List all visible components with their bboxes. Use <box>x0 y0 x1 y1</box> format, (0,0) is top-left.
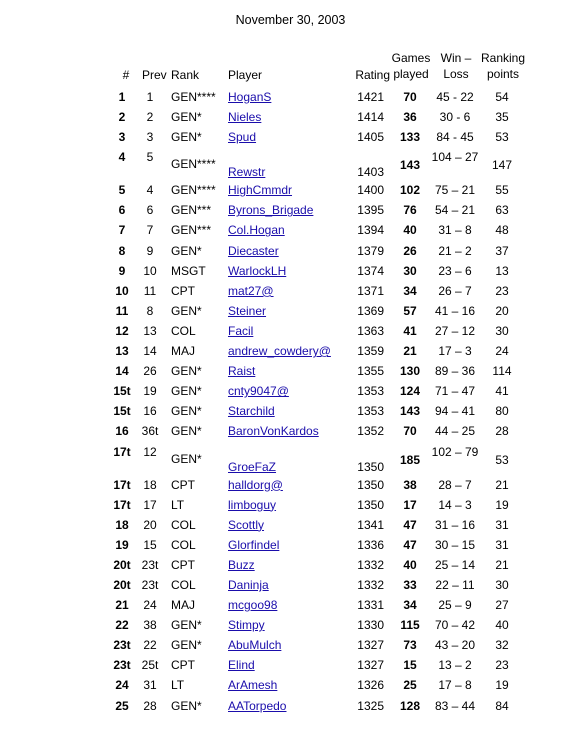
table-row <box>0 381 581 401</box>
games-played: 124 <box>399 384 421 399</box>
rating-value: 1350 <box>357 459 384 474</box>
games-played: 185 <box>399 452 421 467</box>
games-played: 102 <box>399 183 421 198</box>
military-rank: GEN* <box>171 638 202 653</box>
military-rank: GEN* <box>171 698 202 713</box>
previous-rank: 17 <box>143 497 157 512</box>
win-loss: 30 – 15 <box>434 537 476 552</box>
previous-rank: 20 <box>143 517 157 532</box>
player-link[interactable]: Rewstr <box>228 165 266 180</box>
table-row <box>0 535 581 555</box>
player-link[interactable]: Byrons_Brigade <box>228 203 314 218</box>
games-played: 47 <box>403 517 417 532</box>
previous-rank: 12 <box>143 444 157 459</box>
previous-rank: 24 <box>143 598 157 613</box>
rating-value: 1369 <box>357 303 384 318</box>
table-row <box>0 575 581 595</box>
rank-number: 25 <box>115 698 129 713</box>
rank-number: 6 <box>118 203 126 218</box>
table-row <box>0 341 581 361</box>
win-loss: 83 – 44 <box>434 698 476 713</box>
table-row <box>0 220 581 240</box>
win-loss: 31 – 16 <box>434 517 476 532</box>
ranking-points: 23 <box>495 283 509 298</box>
games-played: 73 <box>403 638 417 653</box>
games-played: 57 <box>403 303 417 318</box>
header-player: Player <box>228 68 263 82</box>
ranking-table <box>0 87 581 716</box>
rank-number: 11 <box>115 303 129 318</box>
ranking-points: 147 <box>491 158 513 173</box>
table-row <box>0 87 581 107</box>
games-played: 34 <box>403 598 417 613</box>
player-link[interactable]: andrew_cowdery@ <box>228 344 331 359</box>
table-row <box>0 475 581 495</box>
games-played: 34 <box>403 283 417 298</box>
previous-rank: 6 <box>146 203 154 218</box>
rating-value: 1421 <box>357 90 384 104</box>
military-rank: LT <box>171 497 185 512</box>
win-loss: 25 – 14 <box>434 557 476 572</box>
previous-rank: 31 <box>143 678 157 693</box>
ranking-points: 55 <box>495 183 509 198</box>
previous-rank: 1 <box>146 90 154 104</box>
rank-number: 19 <box>115 537 129 552</box>
player-link[interactable]: Spud <box>228 130 257 145</box>
previous-rank: 15 <box>143 537 157 552</box>
table-row <box>0 515 581 535</box>
player-link[interactable]: Steiner <box>228 303 267 318</box>
games-played: 33 <box>403 577 417 592</box>
military-rank: GEN* <box>171 110 202 125</box>
rank-number: 10 <box>115 283 129 298</box>
table-row <box>0 615 581 635</box>
table-row <box>0 401 581 421</box>
ranking-points: 114 <box>492 364 512 379</box>
games-played: 133 <box>399 130 421 145</box>
rank-number: 23t <box>113 658 131 673</box>
previous-rank: 11 <box>143 283 157 298</box>
previous-rank: 8 <box>146 303 154 318</box>
rank-number: 18 <box>115 517 129 532</box>
rank-number: 4 <box>118 150 126 165</box>
rank-number: 14 <box>115 364 129 379</box>
player-link[interactable]: HoganS <box>228 90 272 104</box>
player-link[interactable]: AbuMulch <box>228 638 282 653</box>
rank-number: 15t <box>113 404 131 419</box>
previous-rank: 10 <box>143 263 157 278</box>
player-link[interactable]: mat27@ <box>228 283 274 298</box>
ranking-points: 19 <box>495 497 509 512</box>
military-rank: GEN* <box>171 130 202 145</box>
games-played: 41 <box>403 323 417 338</box>
ranking-points: 32 <box>495 638 509 653</box>
rating-value: 1341 <box>357 517 384 532</box>
ranking-points: 21 <box>495 557 509 572</box>
rank-number: 7 <box>118 223 126 238</box>
win-loss: 45 - 22 <box>436 90 474 104</box>
header-num: # <box>122 68 130 82</box>
rank-number: 17t <box>113 497 131 512</box>
rank-number: 17t <box>113 477 131 492</box>
military-rank: GEN**** <box>171 183 216 198</box>
ranking-points: 19 <box>495 678 509 693</box>
player-link[interactable]: GroeFaZ <box>228 459 277 474</box>
player-link[interactable]: cnty9047@ <box>228 384 289 399</box>
rank-number: 22 <box>115 618 129 633</box>
player-link[interactable]: BaronVonKardos <box>228 424 319 439</box>
player-link[interactable]: mcgoo98 <box>228 598 278 613</box>
table-row <box>0 675 581 695</box>
rating-value: 1403 <box>357 165 384 180</box>
previous-rank: 36t <box>141 424 159 439</box>
rating-value: 1332 <box>357 557 384 572</box>
table-row <box>0 696 581 716</box>
previous-rank: 18 <box>143 477 157 492</box>
player-link[interactable]: Facil <box>228 323 254 338</box>
win-loss: 17 – 3 <box>438 344 472 359</box>
rating-value: 1395 <box>357 203 384 218</box>
rating-value: 1374 <box>357 263 384 278</box>
player-link[interactable]: Raist <box>228 364 256 379</box>
table-row <box>0 180 581 200</box>
table-row <box>0 241 581 261</box>
win-loss: 17 – 8 <box>438 678 472 693</box>
previous-rank: 38 <box>143 618 157 633</box>
games-played: 143 <box>399 158 421 173</box>
rank-number: 23t <box>113 638 131 653</box>
table-row <box>0 147 581 180</box>
rating-value: 1336 <box>357 537 384 552</box>
win-loss: 31 – 8 <box>438 223 472 238</box>
military-rank: CPT <box>171 477 195 492</box>
military-rank: CPT <box>171 658 195 673</box>
games-played: 40 <box>403 557 417 572</box>
ranking-points: 40 <box>495 618 509 633</box>
rating-value: 1325 <box>357 698 384 713</box>
player-link[interactable]: Diecaster <box>228 243 279 258</box>
header-win-loss: Win – Loss <box>440 51 472 81</box>
table-header <box>0 50 581 84</box>
rank-number: 8 <box>118 243 126 258</box>
military-rank: GEN* <box>171 303 202 318</box>
rank-number: 15t <box>113 384 131 399</box>
ranking-points: 23 <box>495 658 509 673</box>
player-link[interactable]: Scottly <box>228 517 265 532</box>
previous-rank: 9 <box>146 243 154 258</box>
rating-value: 1414 <box>357 110 384 125</box>
win-loss: 28 – 7 <box>438 477 472 492</box>
win-loss: 21 – 2 <box>438 243 472 258</box>
military-rank: GEN* <box>171 618 202 633</box>
ranking-points: 41 <box>495 384 509 399</box>
header-rating: Rating <box>355 68 390 82</box>
rating-value: 1330 <box>357 618 384 633</box>
rank-number: 21 <box>115 598 129 613</box>
table-row <box>0 421 581 441</box>
rating-value: 1350 <box>357 477 384 492</box>
military-rank: GEN**** <box>171 157 216 172</box>
table-row <box>0 127 581 147</box>
win-loss: 25 – 9 <box>438 598 472 613</box>
win-loss: 104 – 27 <box>431 150 479 165</box>
ranking-points: 27 <box>495 598 509 613</box>
rank-number: 9 <box>118 263 126 278</box>
table-row <box>0 321 581 341</box>
rank-number: 17t <box>113 444 131 459</box>
table-row <box>0 107 581 127</box>
military-rank: GEN* <box>171 451 202 466</box>
military-rank: GEN*** <box>171 203 212 218</box>
player-link[interactable]: Col.Hogan <box>228 223 285 238</box>
games-played: 130 <box>399 364 421 379</box>
table-row <box>0 635 581 655</box>
win-loss: 30 - 6 <box>439 110 471 125</box>
previous-rank: 19 <box>143 384 157 399</box>
rank-number: 3 <box>118 130 126 145</box>
win-loss: 89 – 36 <box>434 364 476 379</box>
ranking-points: 84 <box>495 698 509 713</box>
ranking-points: 13 <box>495 263 509 278</box>
player-link[interactable]: HighCmmdr <box>228 183 293 198</box>
ranking-points: 28 <box>495 424 509 439</box>
ranking-points: 31 <box>495 517 509 532</box>
rating-value: 1353 <box>357 404 384 419</box>
player-link[interactable]: halldorg@ <box>228 477 283 492</box>
table-row <box>0 281 581 301</box>
rating-value: 1327 <box>357 658 384 673</box>
table-row <box>0 655 581 675</box>
page-title: November 30, 2003 <box>235 13 346 27</box>
rank-number: 2 <box>118 110 126 125</box>
ranking-points: 24 <box>495 344 509 359</box>
games-played: 143 <box>399 404 421 419</box>
header-games-played: Games played <box>391 51 431 81</box>
previous-rank: 22 <box>143 638 157 653</box>
player-link[interactable]: Daninja <box>228 577 269 592</box>
player-link[interactable]: ArAmesh <box>228 678 278 693</box>
games-played: 36 <box>403 110 417 125</box>
rating-value: 1332 <box>357 577 384 592</box>
games-played: 30 <box>403 263 417 278</box>
table-row <box>0 361 581 381</box>
military-rank: GEN* <box>171 364 202 379</box>
rating-value: 1355 <box>357 364 384 379</box>
games-played: 115 <box>400 618 420 633</box>
games-played: 21 <box>403 344 417 359</box>
military-rank: GEN* <box>171 424 202 439</box>
player-link[interactable]: AATorpedo <box>228 698 287 713</box>
header-prev: Prev <box>142 68 167 82</box>
rank-number: 16 <box>115 424 129 439</box>
table-row <box>0 555 581 575</box>
previous-rank: 23t <box>141 557 159 572</box>
previous-rank: 26 <box>143 364 157 379</box>
previous-rank: 16 <box>143 404 157 419</box>
rating-value: 1371 <box>357 283 384 298</box>
military-rank: COL <box>171 323 196 338</box>
previous-rank: 4 <box>146 183 154 198</box>
ranking-points: 20 <box>495 303 509 318</box>
games-played: 25 <box>403 678 417 693</box>
win-loss: 22 – 11 <box>435 577 475 592</box>
games-played: 70 <box>403 424 417 439</box>
table-row <box>0 442 581 475</box>
ranking-points: 35 <box>495 110 509 125</box>
military-rank: CPT <box>171 557 195 572</box>
rating-value: 1331 <box>357 598 384 613</box>
previous-rank: 3 <box>146 130 154 145</box>
win-loss: 41 – 16 <box>434 303 476 318</box>
ranking-points: 37 <box>495 243 509 258</box>
rating-value: 1352 <box>357 424 384 439</box>
header-ranking-points: Ranking points <box>480 51 526 81</box>
ranking-points: 30 <box>495 577 509 592</box>
win-loss: 43 – 20 <box>434 638 476 653</box>
military-rank: GEN* <box>171 404 202 419</box>
previous-rank: 14 <box>143 344 157 359</box>
player-link[interactable]: limboguy <box>228 497 277 512</box>
rating-value: 1363 <box>357 323 384 338</box>
military-rank: MAJ <box>171 598 195 613</box>
win-loss: 94 – 41 <box>434 404 476 419</box>
rating-value: 1405 <box>357 130 384 145</box>
win-loss: 13 – 2 <box>438 658 472 673</box>
games-played: 38 <box>403 477 417 492</box>
rank-number: 13 <box>115 344 129 359</box>
win-loss: 26 – 7 <box>438 283 472 298</box>
games-played: 70 <box>403 90 417 104</box>
previous-rank: 7 <box>146 223 154 238</box>
ranking-points: 53 <box>495 452 509 467</box>
military-rank: GEN*** <box>171 223 212 238</box>
military-rank: LT <box>171 678 185 693</box>
player-link[interactable]: Stimpy <box>228 618 265 633</box>
previous-rank: 28 <box>143 698 157 713</box>
win-loss: 27 – 12 <box>434 323 476 338</box>
player-link[interactable]: Elind <box>228 658 255 673</box>
win-loss: 54 – 21 <box>434 203 476 218</box>
games-played: 47 <box>403 537 417 552</box>
rank-number: 24 <box>115 678 129 693</box>
win-loss: 102 – 79 <box>431 444 479 459</box>
rating-value: 1327 <box>357 638 384 653</box>
win-loss: 71 – 47 <box>434 384 476 399</box>
win-loss: 44 – 25 <box>434 424 476 439</box>
ranking-points: 53 <box>495 130 509 145</box>
ranking-points: 21 <box>495 477 509 492</box>
player-link[interactable]: WarlockLH <box>228 263 287 278</box>
military-rank: GEN* <box>171 243 202 258</box>
win-loss: 70 – 42 <box>434 618 476 633</box>
previous-rank: 25t <box>141 658 159 673</box>
ranking-points: 48 <box>495 223 509 238</box>
table-row <box>0 301 581 321</box>
player-link[interactable]: Starchild <box>228 404 275 419</box>
table-row <box>0 261 581 281</box>
ranking-points: 80 <box>495 404 509 419</box>
table-row <box>0 495 581 515</box>
games-played: 128 <box>399 698 421 713</box>
win-loss: 84 - 45 <box>436 130 474 145</box>
rating-value: 1353 <box>357 384 384 399</box>
games-played: 26 <box>403 243 417 258</box>
win-loss: 14 – 3 <box>438 497 472 512</box>
military-rank: COL <box>171 517 196 532</box>
previous-rank: 5 <box>146 150 154 165</box>
table-row <box>0 200 581 220</box>
rank-number: 5 <box>118 183 126 198</box>
rating-value: 1359 <box>357 344 384 359</box>
ranking-points: 31 <box>495 537 509 552</box>
player-link[interactable]: Nieles <box>228 110 262 125</box>
rank-number: 12 <box>115 323 129 338</box>
win-loss: 23 – 6 <box>438 263 472 278</box>
previous-rank: 2 <box>146 110 154 125</box>
rating-value: 1350 <box>357 497 384 512</box>
games-played: 40 <box>403 223 417 238</box>
win-loss: 75 – 21 <box>434 183 476 198</box>
rank-number: 20t <box>113 557 131 572</box>
military-rank: GEN**** <box>171 90 216 104</box>
rating-value: 1400 <box>357 183 384 198</box>
rank-number: 20t <box>113 577 131 592</box>
previous-rank: 23t <box>141 577 159 592</box>
games-played: 76 <box>403 203 417 218</box>
table-row <box>0 595 581 615</box>
header-rank: Rank <box>171 68 200 82</box>
military-rank: MAJ <box>171 344 195 359</box>
player-link[interactable]: Glorfindel <box>228 537 280 552</box>
rank-number: 1 <box>118 90 126 104</box>
military-rank: COL <box>171 537 196 552</box>
previous-rank: 13 <box>143 323 157 338</box>
military-rank: CPT <box>171 283 195 298</box>
rating-value: 1326 <box>357 678 384 693</box>
military-rank: MSGT <box>171 263 206 278</box>
games-played: 15 <box>403 658 417 673</box>
rating-value: 1394 <box>357 223 384 238</box>
rating-value: 1379 <box>357 243 384 258</box>
ranking-points: 63 <box>495 203 509 218</box>
ranking-points: 54 <box>495 90 509 104</box>
military-rank: COL <box>171 577 196 592</box>
military-rank: GEN* <box>171 384 202 399</box>
games-played: 17 <box>403 497 417 512</box>
player-link[interactable]: Buzz <box>228 557 255 572</box>
ranking-points: 30 <box>495 323 509 338</box>
